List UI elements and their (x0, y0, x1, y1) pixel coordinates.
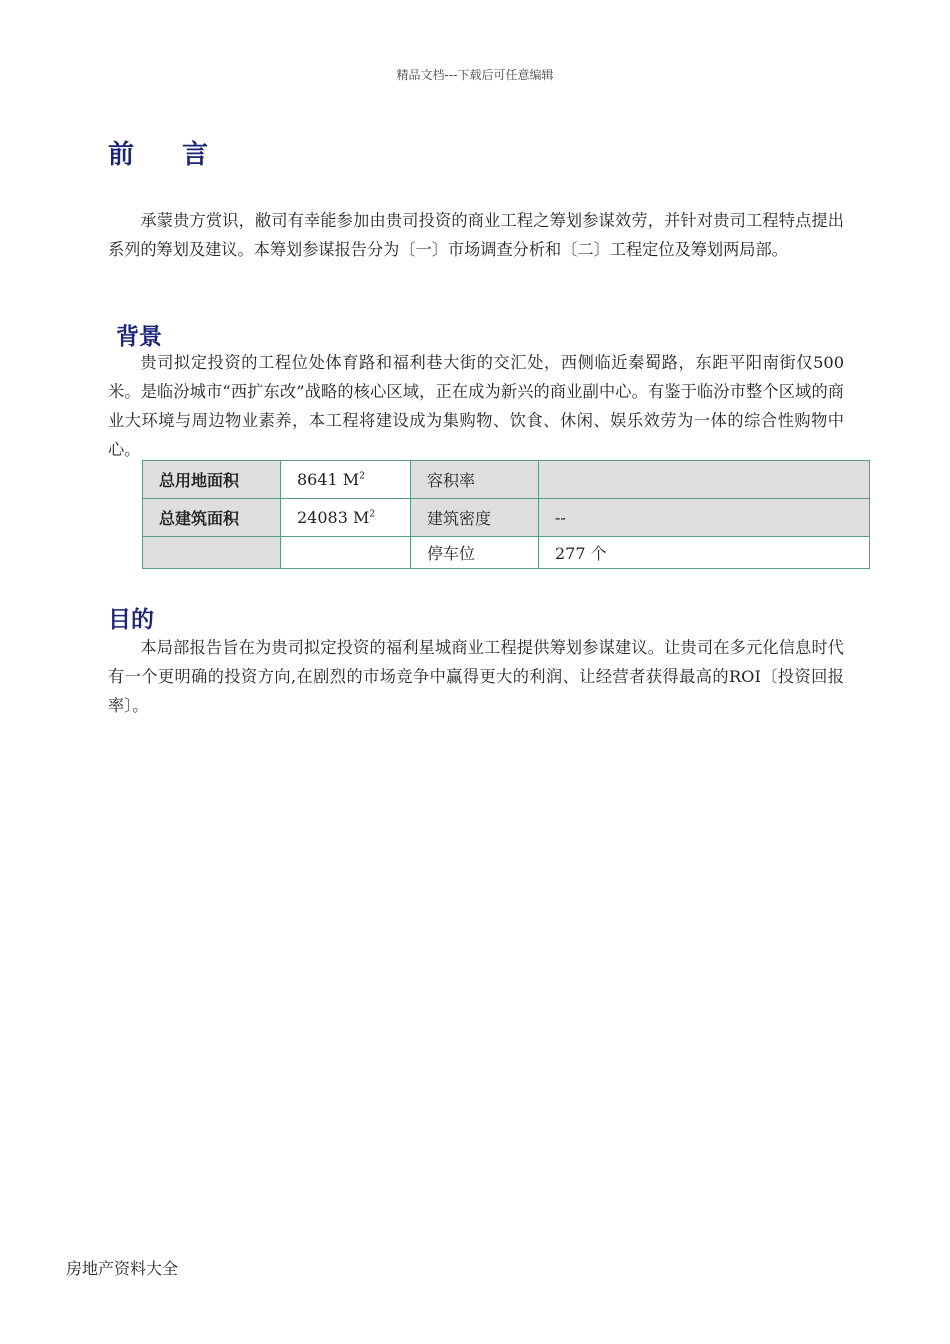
page-header: 精品文档---下载后可任意编辑 (396, 68, 554, 82)
cell-label: 容积率 (411, 461, 539, 499)
table-row (143, 499, 870, 537)
cell-value (281, 537, 411, 569)
cell-value (539, 461, 870, 499)
cell-value: 8641 $M^2$ (281, 461, 411, 499)
purpose-heading: 目的 (108, 607, 154, 633)
page-footer: 房地产资料大全 (66, 1259, 179, 1278)
preface-heading (108, 134, 208, 171)
cell-value: 277 个 (539, 537, 870, 569)
preface-heading-char-1: 前 (108, 140, 135, 170)
project-info-table (142, 460, 870, 569)
cell-label: 总建筑面积 (143, 499, 281, 537)
table-row (143, 537, 870, 569)
preface-paragraph: 承蒙贵方赏识，敝司有幸能参加由贵司投资的商业工程之筹划参谋效劳，并针对贵司工程特点提出系列的筹划及建议。本筹划参谋报告分为〔一〕市场调查分析和〔二〕工程定位及筹划两局部。 (108, 211, 844, 259)
cell-label (143, 537, 281, 569)
background-heading: 背景 (116, 324, 162, 350)
table-row (143, 461, 870, 499)
purpose-paragraph: 本局部报告旨在为贵司拟定投资的福利星城商业工程提供筹划参谋建议。让贵司在多元化信息时代有一个更明确的投资方向,在剧烈的市场竞争中赢得更大的利润、让经营者获得最高的ROI〔投资回报率〕。 (108, 638, 844, 715)
cell-label: 总用地面积 (143, 461, 281, 499)
cell-label: 停车位 (411, 537, 539, 569)
background-paragraph: 贵司拟定投资的工程位处体育路和福利巷大街的交汇处，西侧临近秦蜀路，东距平阳南街仅500米。是临汾城市“西扩东改”战略的核心区域，正在成为新兴的商业副中心。有鉴于临汾市整个区域的商业大环境与周边物业素养，本工程将建设成为集购物、饮食、休闲、娱乐效劳为一体的综合性购物中心。 (108, 353, 844, 459)
cell-label: 建筑密度 (411, 499, 539, 537)
cell-value: 24083 $M^2$ (281, 499, 411, 537)
preface-heading-char-2: 言 (182, 140, 209, 170)
cell-value: -- (539, 499, 870, 537)
